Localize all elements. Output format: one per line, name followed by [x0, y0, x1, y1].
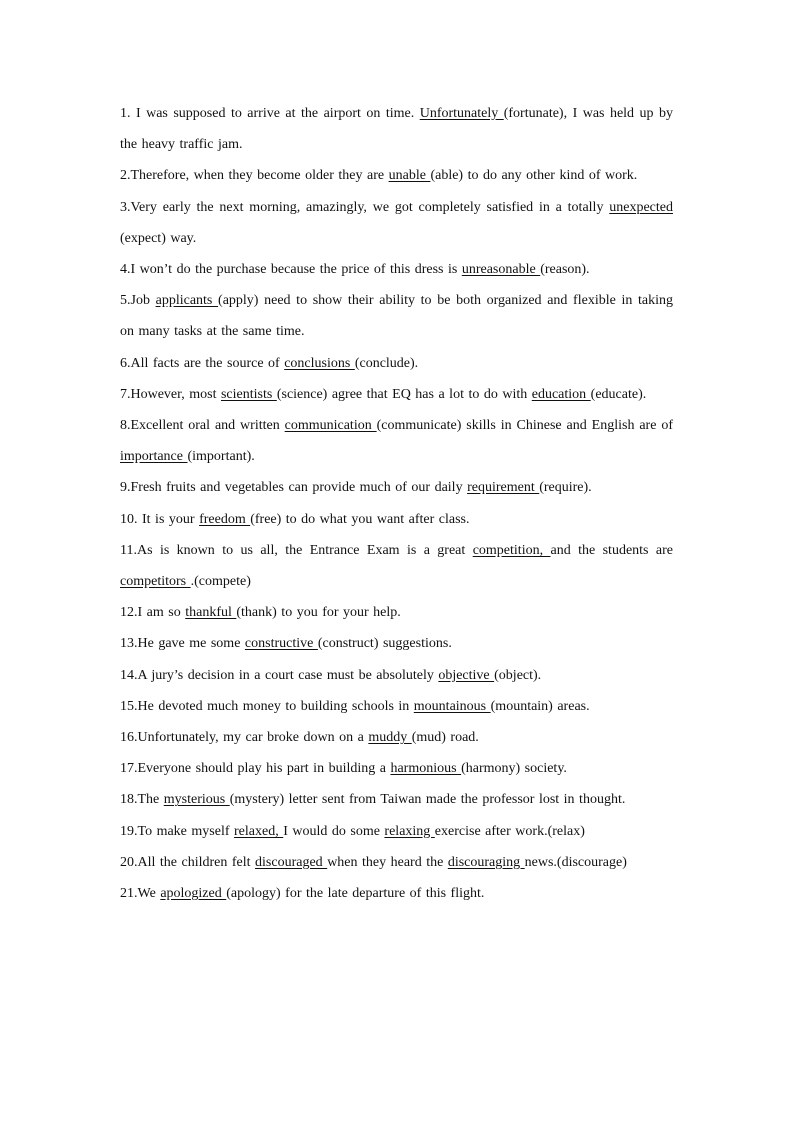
sentence-text: (fortunate), I was held up by the heavy traffic jam.: [120, 106, 674, 153]
sentence-text: (construct) suggestions.: [317, 636, 452, 652]
answer-word: relaxed,: [234, 823, 284, 839]
answer-word: mountainous: [413, 698, 491, 714]
sentence-text: news.(discourage): [524, 854, 627, 870]
answer-word: conclusions: [284, 355, 355, 371]
sentence-text: (thank) to you for your help.: [236, 605, 401, 621]
sentence-text: (free) to do what you want after class.: [250, 511, 470, 527]
exercise-item: [120, 192, 673, 254]
exercise-item: [120, 722, 673, 753]
sentence-text: 9.Fresh fruits and vegetables can provide much of our daily: [120, 480, 468, 496]
sentence-text: (able) to do any other kind of work.: [430, 168, 638, 184]
sentence-text: 6.All facts are the source of: [120, 355, 285, 371]
exercise-item: [120, 410, 673, 472]
exercise-item: [120, 160, 673, 191]
sentence-text: 10. It is your: [120, 511, 200, 527]
sentence-text: (harmony) society.: [461, 761, 567, 777]
sentence-text: 4.I won’t do the purchase because the price of this dress is: [120, 262, 462, 278]
sentence-text: (important).: [187, 449, 255, 465]
exercise-item: [120, 784, 673, 815]
answer-word: discouraged: [255, 854, 328, 870]
exercise-item: [120, 472, 673, 503]
answer-word: discouraging: [447, 854, 525, 870]
answer-word: unexpected: [609, 199, 673, 215]
sentence-text: 5.Job: [120, 293, 156, 309]
sentence-text: (object).: [494, 667, 542, 683]
sentence-text: 20.All the children felt: [120, 854, 256, 870]
exercise-item: [120, 597, 673, 628]
sentence-text: (expect) way.: [120, 230, 197, 246]
sentence-text: 8.Excellent oral and written: [120, 418, 285, 434]
answer-word: competitors: [120, 574, 191, 590]
exercise-item: [120, 691, 673, 722]
exercise-item: [120, 98, 673, 160]
answer-word: relaxing: [384, 823, 435, 839]
answer-word: scientists: [220, 386, 277, 402]
exercise-item: [120, 660, 673, 691]
exercise-item: [120, 847, 673, 878]
answer-word: unreasonable: [461, 262, 541, 278]
sentence-text: 21.We: [120, 886, 161, 902]
answer-word: requirement: [467, 480, 540, 496]
exercise-item: [120, 878, 673, 909]
sentence-text: 2.Therefore, when they become older they are: [120, 168, 389, 184]
answer-word: education: [531, 386, 591, 402]
answer-word: competition,: [472, 542, 551, 558]
sentence-text: (apply) need to show their ability to be both organized and flexible in taking on many tasks at the same time.: [120, 293, 674, 340]
answer-word: applicants: [155, 293, 219, 309]
sentence-text: I would do some: [283, 823, 385, 839]
sentence-text: when they heard the: [327, 854, 448, 870]
exercise-item: [120, 535, 673, 597]
sentence-text: (apology) for the late departure of this flight.: [226, 886, 485, 902]
sentence-text: 7.However, most: [120, 386, 221, 402]
exercise-item: [120, 753, 673, 784]
sentence-text: 11.As is known to us all, the Entrance Exam is a great: [120, 542, 473, 558]
answer-word: thankful: [185, 605, 237, 621]
sentence-text: (conclude).: [354, 355, 419, 371]
sentence-text: (require).: [539, 480, 592, 496]
exercise-item: [120, 379, 673, 410]
exercise-item: [120, 254, 673, 285]
sentence-text: 18.The: [120, 792, 164, 808]
answer-word: harmonious: [390, 761, 462, 777]
sentence-text: 3.Very early the next morning, amazingly, we got completely satisfied in a totally: [120, 199, 610, 215]
exercise-list: [120, 98, 673, 909]
exercise-item: [120, 816, 673, 847]
sentence-text: exercise after work.(relax): [434, 823, 585, 839]
answer-word: communication: [284, 418, 377, 434]
sentence-text: 1. I was supposed to arrive at the airport on time.: [120, 106, 420, 121]
exercise-item: [120, 285, 673, 347]
answer-word: Unfortunately: [419, 106, 504, 121]
sentence-text: 19.To make myself: [120, 823, 234, 839]
sentence-text: (mud) road.: [411, 730, 479, 746]
exercise-item: [120, 348, 673, 379]
sentence-text: (mystery) letter sent from Taiwan made the professor lost in thought.: [229, 792, 626, 808]
sentence-text: 16.Unfortunately, my car broke down on a: [120, 730, 369, 746]
exercise-item: [120, 504, 673, 535]
sentence-text: (science) agree that EQ has a lot to do with: [276, 386, 532, 402]
answer-word: mysterious: [163, 792, 230, 808]
sentence-text: (educate).: [590, 386, 647, 402]
sentence-text: 13.He gave me some: [120, 636, 245, 652]
sentence-text: (mountain) areas.: [490, 698, 590, 714]
sentence-text: 12.I am so: [120, 605, 186, 621]
sentence-text: and the students are: [550, 542, 673, 558]
sentence-text: 15.He devoted much money to building schools in: [120, 698, 414, 714]
sentence-text: .(compete): [190, 574, 251, 590]
answer-word: importance: [120, 449, 188, 465]
answer-word: freedom: [199, 511, 251, 527]
answer-word: unable: [388, 168, 431, 184]
answer-word: constructive: [244, 636, 318, 652]
answer-word: objective: [438, 667, 495, 683]
sentence-text: (reason).: [540, 262, 590, 278]
sentence-text: 14.A jury’s decision in a court case must be absolutely: [120, 667, 439, 683]
answer-word: apologized: [160, 886, 227, 902]
sentence-text: 17.Everyone should play his part in building a: [120, 761, 391, 777]
answer-word: muddy: [368, 730, 412, 746]
sentence-text: (communicate) skills in Chinese and English are of: [376, 418, 674, 434]
exercise-item: [120, 628, 673, 659]
